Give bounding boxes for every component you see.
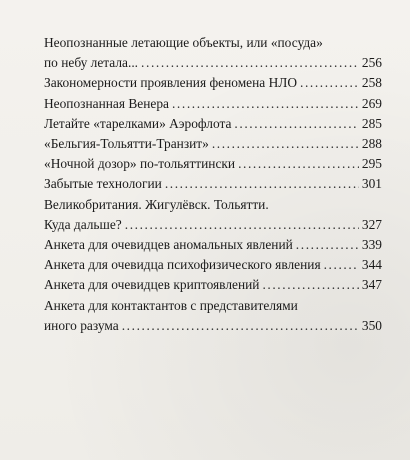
toc-entry-title: «Бельгия-Тольятти-Транзит» xyxy=(44,136,209,152)
toc-entry-title: Забытые технологии xyxy=(44,176,162,192)
toc-entry xyxy=(44,33,382,73)
toc-entry xyxy=(44,255,382,275)
toc-entry-page: 344 xyxy=(361,257,382,273)
leader-dots xyxy=(172,94,359,114)
leader-dots xyxy=(125,215,359,235)
leader-dots xyxy=(300,73,359,93)
table-of-contents xyxy=(44,33,382,336)
toc-entry-page: 258 xyxy=(361,75,382,91)
toc-entry xyxy=(44,174,382,194)
toc-entry-page: 347 xyxy=(361,277,382,293)
toc-entry xyxy=(44,275,382,295)
leader-dots xyxy=(212,134,359,154)
toc-entry-title: Анкета для очевидца психофизического явления xyxy=(44,257,321,273)
leader-dots xyxy=(238,154,359,174)
toc-entry-title-line1: Великобритания. Жигулёвск. Тольятти. xyxy=(44,196,269,212)
toc-entry-page: 256 xyxy=(361,55,382,71)
toc-entry xyxy=(44,296,382,336)
toc-entry-title-line1: Неопознанные летающие объекты, или «посуда» xyxy=(44,35,323,50)
leader-dots xyxy=(234,114,358,134)
leader-dots xyxy=(141,53,359,73)
toc-entry-title: Куда дальше? xyxy=(44,216,122,232)
toc-entry-title: Анкета для очевидцев криптоявлений xyxy=(44,277,260,293)
toc-entry-page: 295 xyxy=(361,156,382,172)
toc-entry-title: Анкета для очевидцев аномальных явлений xyxy=(44,237,293,253)
toc-entry-title: Летайте «тарелками» Аэрофлота xyxy=(44,115,232,131)
toc-entry xyxy=(44,235,382,255)
toc-entry-page: 269 xyxy=(361,95,382,111)
toc-entry xyxy=(44,73,382,93)
leader-dots xyxy=(122,316,359,336)
leader-dots xyxy=(296,235,359,255)
toc-entry xyxy=(44,195,382,235)
leader-dots xyxy=(165,174,359,194)
toc-entry xyxy=(44,154,382,174)
leader-dots xyxy=(324,255,359,275)
toc-entry-title: иного разума xyxy=(44,317,119,333)
toc-entry-title-line1: Анкета для контактантов с представителями xyxy=(44,297,298,313)
toc-entry-title: «Ночной дозор» по-тольяттински xyxy=(44,156,236,172)
toc-entry-page: 285 xyxy=(361,115,382,131)
toc-entry xyxy=(44,114,382,134)
toc-entry xyxy=(44,94,382,114)
toc-entry-title: Закономерности проявления феномена НЛО xyxy=(44,75,297,91)
toc-entry xyxy=(44,134,382,154)
toc-entry-page: 327 xyxy=(361,216,382,232)
toc-entry-page: 288 xyxy=(361,136,382,152)
toc-entry-page: 339 xyxy=(361,237,382,253)
leader-dots xyxy=(262,275,358,295)
toc-entry-title: по небу летала... xyxy=(44,55,139,71)
toc-entry-title: Неопознанная Венера xyxy=(44,95,169,111)
toc-entry-page: 301 xyxy=(361,176,382,192)
toc-entry-page: 350 xyxy=(361,317,382,333)
